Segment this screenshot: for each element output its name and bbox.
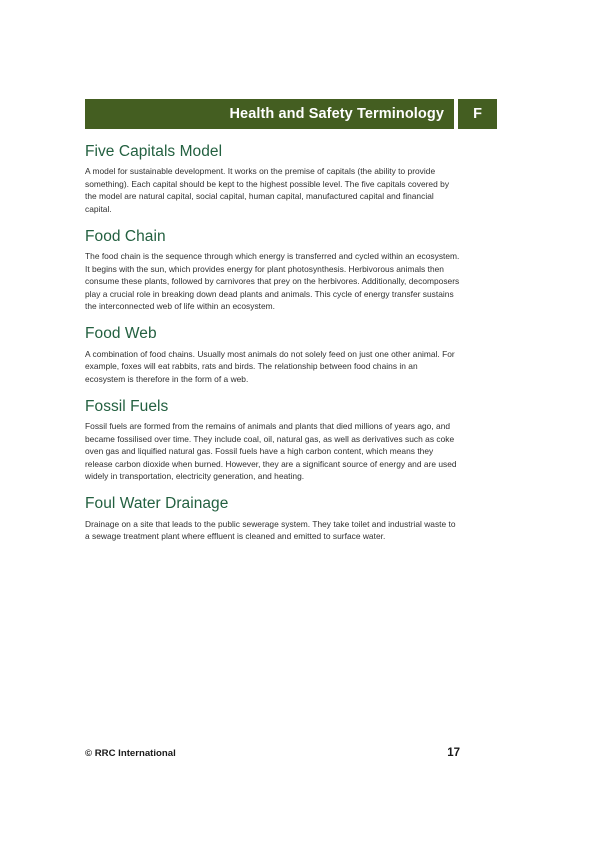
glossary-entry-fossil-fuels [85, 397, 460, 482]
page-content [85, 142, 460, 555]
entry-body: Fossil fuels are formed from the remains of animals and plants that died millions of years ago, and became fossilised over time. They include coal, oil, natural gas, as well as derivatives such as coke oven gas and liquified natural gas. Fossil fuels have a high carbon content, which means they release carbon dioxide when burned. However, they are a significant source of energy and are used widely in transportation, electricity generation, and heating. [85, 421, 457, 481]
entry-heading: Five Capitals Model [85, 143, 223, 160]
glossary-entry-five-capitals-model [85, 142, 460, 215]
footer-page-number: 17 [447, 747, 460, 759]
header-section-letter-text: F [473, 105, 482, 122]
entry-body: Drainage on a site that leads to the public sewerage system. They take toilet and industrial waste to a sewage treatment plant where effluent is cleaned and emitted to surface water. [85, 518, 456, 542]
entry-heading: Fossil Fuels [85, 398, 169, 415]
entry-heading: Food Chain [85, 228, 166, 245]
header-title-bar [85, 99, 454, 129]
page-footer [85, 748, 460, 760]
entry-body: A model for sustainable development. It works on the premise of capitals (the ability to provide something). Each capital should be kept to the highest possible level. The five capitals covered by the model are natural capital, social capital, human capital, manufactured capital and financial capital. [85, 166, 450, 214]
footer-copyright: © RRC International [85, 748, 176, 759]
entry-heading: Food Web [85, 325, 157, 343]
header-title-text: Health and Safety Terminology [229, 105, 444, 122]
glossary-entry-foul-water-drainage [85, 494, 460, 542]
entry-heading: Foul Water Drainage [85, 495, 229, 513]
running-header [85, 99, 497, 129]
entry-body: A combination of food chains. Usually most animals do not solely feed on just one other animal. For example, foxes will eat rabbits, rats and birds. The relationship between food chains in an ecosystem is therefore in the form of a web. [85, 348, 455, 384]
header-section-letter-box [458, 99, 497, 129]
entry-body: The food chain is the sequence through which energy is transferred and cycled within an ecosystem. It begins with the sun, which provides energy for plant photosynthesis. Herbivorous animals then consume these plants, followed by carnivores that prey on the herbivores. Additionally, decomposers play a crucial role in breaking down dead plants and animals. This cycle of energy transfer sustains the interconnected web of life within an ecosystem. [85, 251, 460, 311]
glossary-entry-food-web [85, 324, 460, 385]
glossary-entry-food-chain [85, 227, 460, 312]
